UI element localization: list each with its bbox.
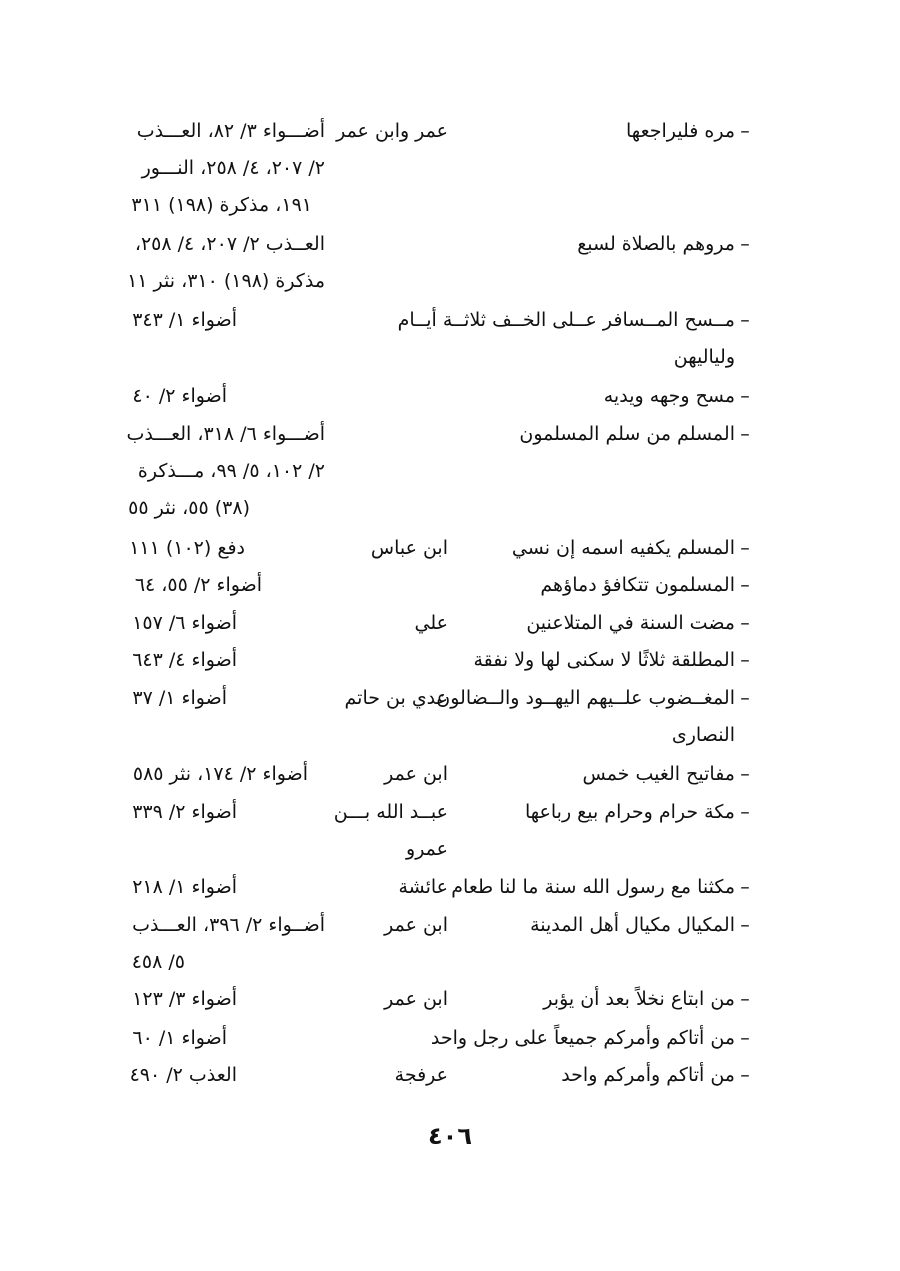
source-reference: دفع (١٠٢) ١١١ — [129, 537, 245, 559]
index-entry — [0, 530, 900, 567]
narrator: عدي بن حاتم — [344, 687, 448, 709]
index-entry — [0, 907, 900, 981]
source-reference: أضـــواء ٣/ ٨٢، العـــذب — [136, 120, 325, 142]
entry-dash: – — [740, 1027, 750, 1049]
page-number: ٤٠٦ — [428, 1122, 472, 1150]
narrator: ابن عمر — [384, 988, 448, 1010]
index-entry — [0, 378, 900, 415]
narrator: ابن عمر — [384, 763, 448, 785]
source-reference: أضواء ١/ ٣٤٣ — [132, 309, 237, 331]
index-entry — [0, 869, 900, 906]
hadith-text: مسح وجهه ويديه — [603, 385, 735, 407]
entry-dash: – — [740, 876, 750, 898]
hadith-text: المسلم يكفيه اسمه إن نسي — [511, 537, 735, 559]
index-entry — [0, 226, 900, 300]
hadith-text: مكثنا مع رسول الله سنة ما لنا طعام — [451, 876, 735, 898]
source-reference-cont: (٣٨) ٥٥، نثر ٥٥ — [128, 497, 250, 519]
source-reference-cont: ١٩١، مذكرة (١٩٨) ٣١١ — [131, 194, 312, 216]
hadith-text: من أتاكم وأمركم جميعاً على رجل واحد — [430, 1027, 735, 1049]
source-reference: أضواء ٢/ ٥٥، ٦٤ — [134, 574, 262, 596]
hadith-text: المسلم من سلم المسلمون — [519, 423, 735, 445]
hadith-text: من ابتاع نخلاً بعد أن يؤبر — [543, 988, 735, 1010]
hadith-text: المغــضوب علــيهم اليهــود والــضالون — [436, 687, 735, 709]
index-entry — [0, 794, 900, 868]
source-reference: أضواء ١/ ٦٠ — [132, 1027, 227, 1049]
hadith-text: المسلمون تتكافؤ دماؤهم — [540, 574, 735, 596]
entry-dash: – — [740, 309, 750, 331]
index-entry — [0, 416, 900, 527]
index-entry — [0, 756, 900, 793]
entry-dash: – — [740, 537, 750, 559]
entry-dash: – — [740, 612, 750, 634]
entry-dash: – — [740, 687, 750, 709]
source-reference: أضواء ٣/ ١٢٣ — [132, 988, 237, 1010]
source-reference: أضواء ٢/ ١٧٤، نثر ٥٨٥ — [132, 763, 308, 785]
source-reference: أضواء ٢/ ٤٠ — [132, 385, 227, 407]
narrator: ابن عباس — [370, 537, 448, 559]
narrator: عبــد الله بـــن — [333, 801, 448, 823]
entry-dash: – — [740, 1064, 750, 1086]
index-entry — [0, 113, 900, 224]
entry-dash: – — [740, 649, 750, 671]
hadith-text: من أتاكم وأمركم واحد — [561, 1064, 735, 1086]
hadith-text: مــسح المــسافر عــلى الخــف ثلاثــة أيــام — [397, 309, 735, 331]
source-reference: العــذب ٢/ ٢٠٧، ٤/ ٢٥٨، — [134, 233, 325, 255]
source-reference: أضواء ١/ ٢١٨ — [132, 876, 237, 898]
hadith-text-cont: النصارى — [671, 724, 735, 746]
entry-dash: – — [740, 233, 750, 255]
hadith-text-cont: ولياليهن — [673, 346, 735, 368]
source-reference-cont: مذكرة (١٩٨) ٣١٠، نثر ١١ — [127, 270, 325, 292]
hadith-text: المطلقة ثلاثًا لا سكنى لها ولا نفقة — [473, 649, 735, 671]
source-reference-cont: ٥/ ٤٥٨ — [131, 951, 185, 973]
entry-dash: – — [740, 763, 750, 785]
entry-dash: – — [740, 385, 750, 407]
hadith-text: المكيال مكيال أهل المدينة — [530, 914, 735, 936]
index-entry — [0, 302, 900, 376]
entry-dash: – — [740, 120, 750, 142]
entry-dash: – — [740, 801, 750, 823]
entry-dash: – — [740, 423, 750, 445]
narrator: ابن عمر — [384, 914, 448, 936]
hadith-text: مروهم بالصلاة لسبع — [577, 233, 735, 255]
narrator-cont: عمرو — [406, 838, 448, 860]
source-reference: أضواء ٤/ ٦٤٣ — [132, 649, 237, 671]
index-entry — [0, 1020, 900, 1057]
source-reference: أضـــواء ٦/ ٣١٨، العـــذب — [126, 423, 325, 445]
index-entry — [0, 567, 900, 604]
hadith-text: مكة حرام وحرام بيع رباعها — [524, 801, 735, 823]
entry-dash: – — [740, 574, 750, 596]
hadith-text: مفاتيح الغيب خمس — [582, 763, 735, 785]
hadith-text: مضت السنة في المتلاعنين — [526, 612, 735, 634]
index-entry — [0, 680, 900, 754]
entry-dash: – — [740, 914, 750, 936]
source-reference: العذب ٢/ ٤٩٠ — [129, 1064, 237, 1086]
index-entry — [0, 605, 900, 642]
entry-dash: – — [740, 988, 750, 1010]
narrator: علي — [414, 612, 448, 634]
source-reference: أضــواء ٢/ ٣٩٦، العـــذب — [132, 914, 325, 936]
narrator: عرفجة — [394, 1064, 448, 1086]
index-entry — [0, 981, 900, 1018]
source-reference: أضواء ٦/ ١٥٧ — [132, 612, 237, 634]
source-reference: أضواء ١/ ٣٧ — [132, 687, 227, 709]
narrator: عمر وابن عمر — [336, 120, 448, 142]
narrator: عائشة — [398, 876, 448, 898]
source-reference: أضواء ٢/ ٣٣٩ — [132, 801, 237, 823]
source-reference-cont: ٢/ ١٠٢، ٥/ ٩٩، مـــذكرة — [137, 460, 325, 482]
source-reference-cont: ٢/ ٢٠٧، ٤/ ٢٥٨، النـــور — [141, 157, 325, 179]
index-entry — [0, 1057, 900, 1094]
index-entry — [0, 642, 900, 679]
hadith-text: مره فليراجعها — [626, 120, 735, 142]
